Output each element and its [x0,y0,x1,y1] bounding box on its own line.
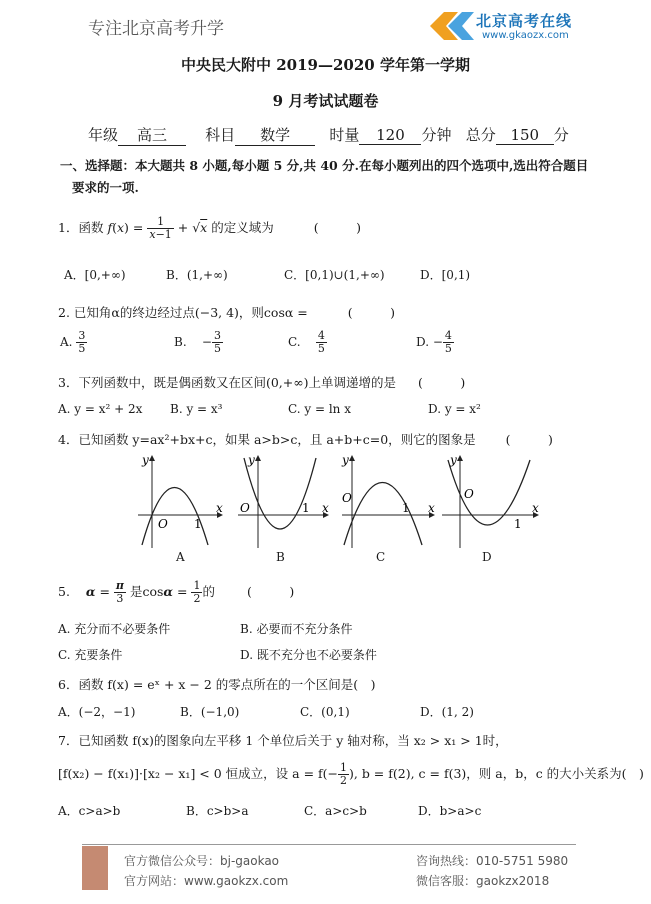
graph-label-d: D [482,550,492,564]
exam-subtitle: 9 月考试试题卷 [272,92,379,110]
question-4: 4．已知函数 y=ax²+bx+c，如果 a>b>c，且 a+b+c=0，则它的图象是 ( ) [58,432,553,447]
graph-c [341,453,435,548]
graph-b-x: x [322,501,329,515]
logo-name: 北京高考在线 [476,12,573,30]
q4-graphs [130,450,550,550]
graph-c-origin: O [342,491,352,505]
footer-divider [82,844,576,845]
q5-option-b: B. 必要而不充分条件 [240,622,353,636]
q6-option-c: C．(0,1) [300,705,350,719]
graph-d-y: y [450,453,457,467]
q5-option-a: A. 充分而不必要条件 [58,622,171,636]
q2-option-a: A. $\frac{3}{5}$ [60,329,86,355]
exam-info: 年级 高三 科目 数学 时量 120 分钟 总分 150 分 [88,126,569,144]
q2-option-c: C. $\frac{4}{5}$ [288,329,325,355]
graph-d-x: x [532,501,539,515]
graph-c-x: x [428,501,435,515]
question-6: 6．函数 f(x) = eˣ + x − 2 的零点所在的一个区间是( ) [58,677,376,692]
question-5: 5. α = $\frac{\pi}{3}$ 是cosα = $\frac{1}{2}$ 的 ( ) [58,579,295,605]
exam-title: 中央民大附中 2019—2020 学年第一学期 [181,56,470,74]
section-instructions-line2: 要求的一项. [72,180,139,195]
question-7-line1: 7．已知函数 f(x)的图象向左平移 1 个单位后关于 y 轴对称，当 x₂ > x₁ > 1时， [58,733,508,748]
question-7-line2: [f(x₂) − f(x₁)]·[x₂ − x₁] < 0 恒成立，设 a = f(− $\frac{1}{2}$ ), b = f(2), c = f(3)，则 a，b，c 的大小关系为( ) [58,761,644,787]
graph-b-origin: O [240,501,250,515]
q5-option-c: C. 充要条件 [58,648,123,662]
graph-d-origin: O [464,487,474,501]
footer-accent-bar [82,846,108,890]
graph-b-y: y [248,453,255,467]
q3-option-b: B. y = x³ [170,402,223,416]
q6-option-b: B．(−1,0) [180,705,240,719]
graph-c-one: 1 [402,501,410,515]
section-instructions-line1: 一、选择题：本大题共 8 小题,每小题 5 分,共 40 分.在每小题列出的四个选项中,选出符合题目 [60,158,589,173]
q2-option-d: D. − $\frac{4}{5}$ [416,329,452,355]
q7-option-a: A．c>a>b [58,804,121,818]
footer-wechat: 官方微信公众号：bj-gaokao [124,854,280,868]
graph-a-origin: O [158,517,168,531]
footer-service: 微信客服：gaokzx2018 [416,874,550,888]
q5-option-d: D. 既不充分也不必要条件 [240,648,377,662]
q1-option-b: B．(1,+∞) [166,268,228,282]
graph-label-a: A [176,550,185,564]
logo-url: www.gkaozx.com [482,30,569,41]
graph-a-x: x [216,501,223,515]
graph-d-one: 1 [514,517,522,531]
q1-option-c: C．[0,1)∪(1,+∞) [284,268,385,282]
q6-option-d: D．(1, 2) [420,705,474,719]
graph-label-b: B [276,550,285,564]
graph-a-one: 1 [194,517,202,531]
graph-a [138,453,223,548]
question-2: 2. 已知角α的终边经过点(−3, 4)，则cosα = ( ) [58,305,396,320]
q6-option-a: A．(−2，−1) [58,705,136,719]
q7-option-b: B．c>b>a [186,804,249,818]
question-3: 3．下列函数中，既是偶函数又在区间(0,+∞)上单调递增的是 ( ) [58,375,466,390]
footer-website: 官方网站：www.gaokzx.com [124,874,289,888]
q3-option-a: A. y = x² + 2x [58,402,143,416]
graph-b [238,453,329,548]
question-1: 1．函数 f(x) = $\frac{1}{x-1}$ + √x 的定义域为 ( ) [58,215,361,241]
q2-option-b: B. − $\frac{3}{5}$ [174,329,221,355]
q7-option-d: D．b>a>c [418,804,482,818]
q1-option-a: A．[0,+∞) [64,268,126,282]
graph-b-one: 1 [302,501,310,515]
q3-option-d: D. y = x² [428,402,481,416]
graph-a-y: y [142,453,149,467]
header-slogan: 专注北京高考升学 [88,19,224,39]
q1-option-d: D．[0,1) [420,268,471,282]
graph-c-y: y [342,453,349,467]
footer-hotline: 咨询热线：010-5751 5980 [416,854,569,868]
q7-option-c: C．a>c>b [304,804,367,818]
graph-label-c: C [376,550,386,564]
q3-option-c: C. y = ln x [288,402,351,416]
graph-d [442,453,539,548]
